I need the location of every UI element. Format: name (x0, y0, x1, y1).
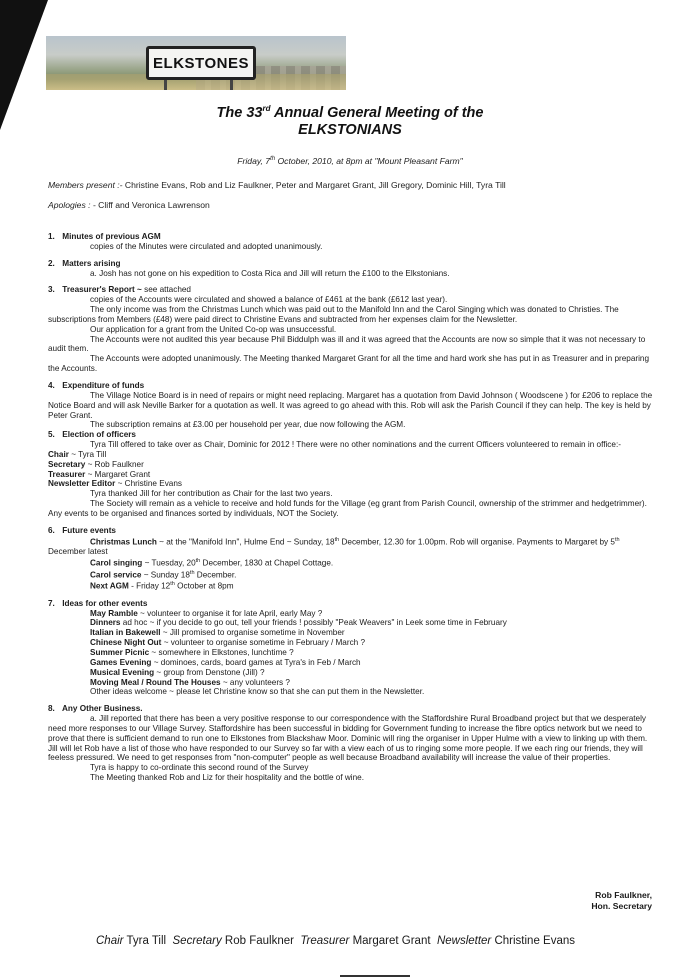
village-sign-text: ELKSTONES (153, 54, 249, 72)
signatory-role: Hon. Secretary (591, 901, 652, 911)
title-line-1: The 33rd Annual General Meeting of the (216, 104, 484, 121)
section-heading: 5. Election of officers (48, 430, 136, 440)
idea-item: Musical Evening ~ group from Denstone (Jill) ? (90, 667, 265, 677)
members-present: Members present :- Christine Evans, Rob and Liz Faulkner, Peter and Margaret Grant, Jill Gregory, Dominic Hill, Tyra Till (48, 180, 506, 190)
section-heading: 6. Future events (48, 525, 116, 535)
section-heading: 8. Any Other Business. (48, 704, 143, 714)
officer-newsletter-editor: Newsletter Editor ~ Christine Evans (48, 479, 183, 489)
meeting-date: Friday, 7th October, 2010, at 8pm at "Mount Pleasant Farm" (237, 156, 463, 166)
scan-artifact-line (340, 975, 410, 977)
idea-item: Italian in Bakewell ~ Jill promised to organise sometime in November (90, 628, 345, 638)
officer-treasurer: Treasurer ~ Margaret Grant (48, 469, 151, 479)
event-next-agm: Next AGM - Friday 12th October at 8pm (90, 581, 234, 591)
signature-block (591, 890, 652, 912)
section-8: 8. Any Other Business. a. Jill reported that there has been a very positive response to our correspondence with the Staffordshire Rural Broadband project but that we desperately need more responses to our Village Survey. Staffordshire has been successful in bidding for Government funding to increase the fibre optics network but we need to prove that there is sufficient demand to run one to Elkstones from Blackshaw Moor. Dominic will ring the organiser in Upper Hulme with a view to linking up with them. Jill will let Rob have a list of those who have responded to our Survey so far with a view each of us to ringing some more people. If we each ring our friends, they will feeless pressured. We need to get responses from "non-computer" people as well because Broadband availability will increase the value of their properties. Tyra is happy to co-ordinate this second round of the Survey (48, 704, 654, 773)
section-heading: 3. Treasurer's Report ~ see attached (48, 285, 191, 295)
section-3: 3. Treasurer's Report ~ see attached copies of the Accounts were circulated and showed a balance of £461 at the bank (£612 last year). The only income was from the Christmas Lunch which was paid out to the Manifold Inn and the Carol Singing which was donated to Christies. The subscriptions from Members (£48) were paid direct to Christine Evans and subtracted from her expenses claim for the Newsletter. Our application for a grant from the United Co-op was unsuccessful. The Accounts were not audited this year because Phil Biddulph was ill and it was agreed that the Accounts are now so simple that it was not necessary to audit them. The Accounts were adopted unanimously. The Meeting thanked Margaret Grant for all the time and hard work she has put in as Treasurer and in preparing the Accounts. (48, 285, 654, 374)
officers-footer: Chair Tyra Till Secretary Rob Faulkner Treasurer Margaret Grant Newsletter Christine Evans (96, 935, 576, 947)
idea-item: Moving Meal / Round The Houses ~ any volunteers ? (90, 677, 290, 687)
section-7: 7. Ideas for other events May Ramble ~ volunteer to organise it for late April, early May ? Dinners ad hoc ~ if you decide to go out, tell your friends ! possibly "Peak Weavers" in Leek some time in February Italian in Bakewell ~ Jill promised to organise sometime in November Chinese Night Out ~ volunteer to organise sometime in February / March ? Summer Picnic ~ somewhere in Elkstones, lunchtime ? Games Evening ~ dominoes, cards, board games at Tyra's in Feb / March Musical Evening ~ group from Denstone (Jill) ? Moving Meal / Round The Houses ~ any volunteers ? Other ideas welcome ~ please let Christine know so that she can put them in the Newsletter. (48, 599, 654, 697)
section-5: 5. Election of officers Tyra Till offered to take over as Chair, Dominic for 2012 ! There were no other nominations and the current Officers volunteered to remain in office:- Chair ~ Tyra Till Secretary ~ Rob Faulkner Treasurer ~ Margaret Grant Newsletter Editor ~ Christine Evans Tyra thanked Jill for her contribution as Chair for the last two years. The Society will remain as a vehicle to receive and hold funds for the Village (eg grant from Parish Council, ownership of the strimmer and hedgetrimmer). Any events to be organised and finances sorted by individuals, NOT the Society. (48, 430, 654, 519)
event-christmas-lunch: Christmas Lunch ~ at the "Manifold Inn", Hulme End ~ Sunday, 18th December, 12.30 for 1.00pm. Rob will organise. Payments to Margaret by 5th December latest (48, 536, 620, 557)
idea-item: May Ramble ~ volunteer to organise it for late April, early May ? (90, 608, 323, 618)
section-2: 2. Matters arising a. Josh has not gone on his expedition to Costa Rica and Jill will return the £100 to the Elkstonians. (48, 259, 654, 279)
section-heading: 4. Expenditure of funds (48, 380, 145, 390)
minutes-body (48, 232, 654, 783)
section-heading: 2. Matters arising (48, 258, 121, 268)
elkstones-banner-photo (46, 36, 346, 90)
section-heading: 7. Ideas for other events (48, 598, 148, 608)
village-sign (146, 46, 256, 80)
section-4: 4. Expenditure of funds The Village Notice Board is in need of repairs or might need replacing. Margaret has a quotation from David Johnson ( Woodscene ) for £206 to replace the Notice Board and will ask Neville Barker for a quotation as well. It was agreed to go ahead with this. Rob will ask the Parish Council if they can help. The key is held by Peter Grant. The subscription remains at £3.00 per household per year, due now following the AGM. (48, 380, 653, 430)
idea-item: Chinese Night Out ~ volunteer to organise sometime in February / March ? (90, 638, 366, 648)
event-carol-singing: Carol singing ~ Tuesday, 20th December, 1830 at Chapel Cottage. (90, 558, 334, 568)
apologies: Apologies : - Cliff and Veronica Lawrenson (48, 200, 210, 210)
idea-item: Games Evening ~ dominoes, cards, board games at Tyra's in Feb / March (90, 657, 361, 667)
idea-item: Summer Picnic ~ somewhere in Elkstones, lunchtime ? (90, 648, 294, 657)
sign-post-left (164, 80, 167, 90)
officer-chair: Chair ~ Tyra Till (48, 449, 107, 459)
section-6 (48, 526, 654, 592)
event-carol-service: Carol service ~ Sunday 18th December. (90, 569, 237, 580)
section-1: 1. Minutes of previous AGM copies of the Minutes were circulated and adopted unanimously. (48, 232, 654, 252)
closing-thanks: The Meeting thanked Rob and Liz for their hospitality and the bottle of wine. (90, 773, 364, 783)
section-heading: 1. Minutes of previous AGM (48, 232, 161, 241)
idea-item: Dinners ad hoc ~ if you decide to go out, tell your friends ! possibly "Peak Weavers" in Leek some time in February (90, 618, 507, 628)
officer-secretary: Secretary ~ Rob Faulkner (48, 459, 144, 469)
title-line-2: ELKSTONIANS (298, 122, 402, 138)
signatory-name: Rob Faulkner, (595, 890, 652, 900)
sign-post-right (230, 80, 233, 90)
